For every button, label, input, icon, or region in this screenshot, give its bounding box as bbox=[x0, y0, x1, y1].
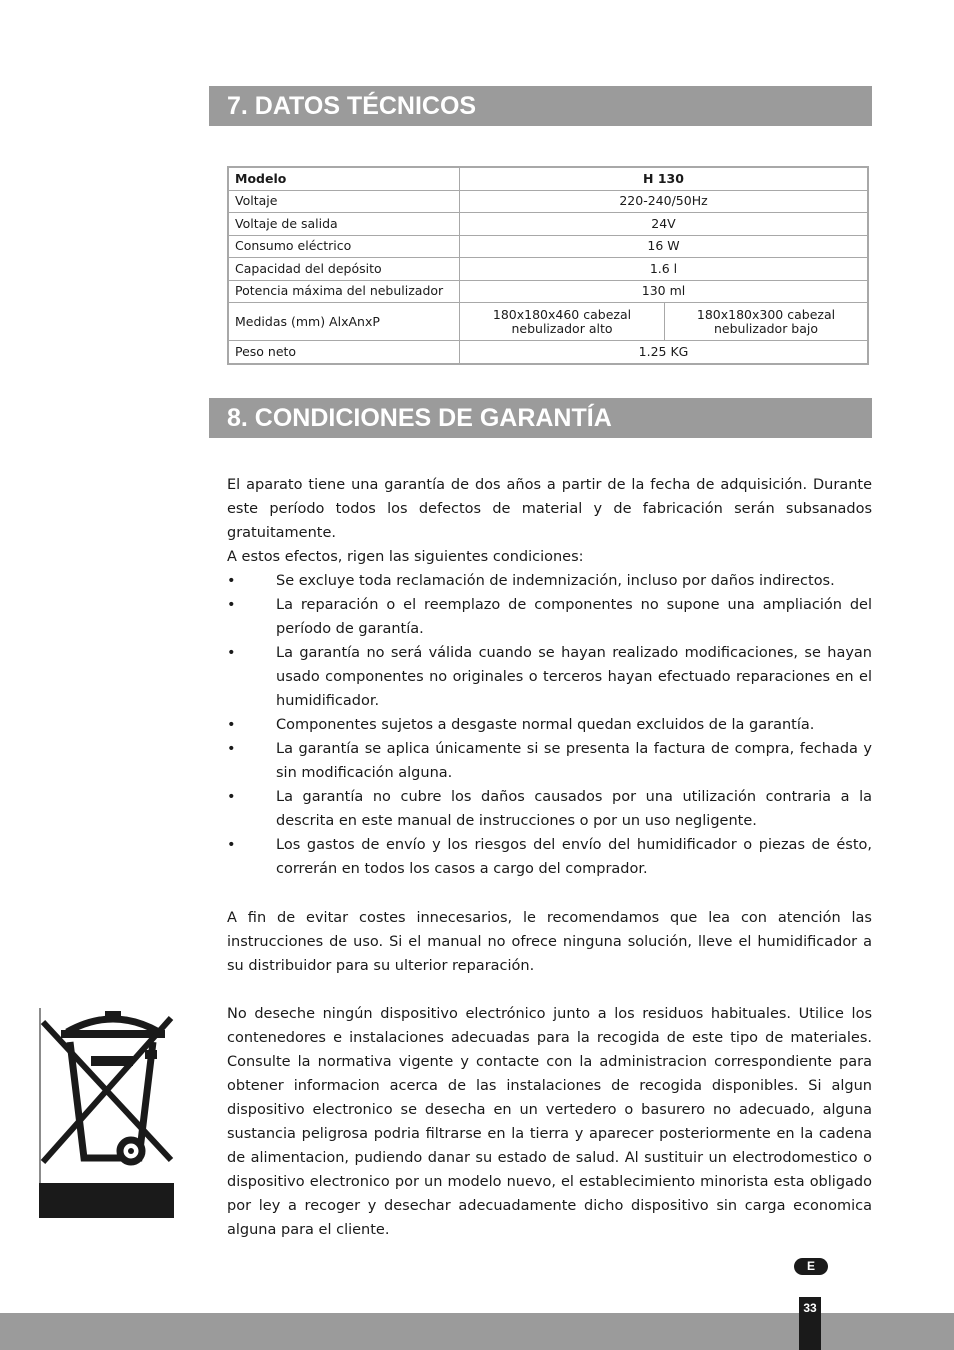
dimensions-low-line2: nebulizador bajo bbox=[713, 320, 819, 336]
condition-text: Los gastos de envío y los riesgos del envío del humidificador o piezas de ésto, correrán en todos los casos a cargo del comprador. bbox=[276, 837, 872, 877]
spec-label: Consumo eléctrico bbox=[228, 235, 460, 258]
condition-text: La garantía se aplica únicamente si se presenta la factura de compra, fechada y sin modificación alguna. bbox=[276, 741, 872, 781]
warranty-intro bbox=[227, 473, 872, 569]
spec-label: Voltaje de salida bbox=[228, 213, 460, 236]
advice-text: A fin de evitar costes innecesarios, le recomendamos que lea con atención las instrucciones de uso. Si el manual no ofrece ninguna solución, lleve el humidificador a su distribuidor para su ulterior reparación. bbox=[227, 910, 872, 974]
warranty-conditions bbox=[227, 569, 872, 881]
dimensions-high-line1: 180x180x460 cabezal bbox=[492, 306, 632, 322]
section-7-heading: 7. DATOS TÉCNICOS bbox=[209, 86, 872, 126]
spec-value: H 130 bbox=[460, 167, 869, 190]
spec-label: Peso neto bbox=[228, 341, 460, 364]
spec-label: Capacidad del depósito bbox=[228, 258, 460, 281]
table-row bbox=[228, 280, 868, 303]
section-8-heading: 8. CONDICIONES DE GARANTÍA bbox=[209, 398, 872, 438]
table-row bbox=[228, 213, 868, 236]
disposal-text: No deseche ningún dispositivo electrónico junto a los residuos habituales. Utilice los contenedores e instalaciones adecuadas para la recogida de este tipo de materiales. Consulte la normativa vigente y contacte con la administracion correspondiente para obtener informacion acerca de las instalaciones de recogida disponibles. Si algun dispositivo electronico se desecha en un vertedero o basurero no adecuado, alguna sustancia peligrosa podria filtrarse en la tierra y aparecer posteriormente en la cadena de alimentacion, pudiendo danar su estado de salud. Al sustituir un electrodomestico o dispositivo electronico por un modelo nuevo, el establecimiento minorista esta obligado por ley a recoger y desechar adecuadamente dicho dispositivo sin carga economica alguna para el cliente. bbox=[227, 1006, 872, 1238]
list-item bbox=[227, 713, 872, 737]
spec-value: 1.6 l bbox=[460, 258, 869, 281]
bullet-icon: • bbox=[227, 645, 236, 661]
spec-label: Voltaje bbox=[228, 190, 460, 213]
warranty-intro-conditions: A estos efectos, rigen las siguientes condiciones: bbox=[227, 549, 584, 565]
dimensions-high-value bbox=[460, 303, 665, 341]
spec-value: 1.25 KG bbox=[460, 341, 869, 364]
table-row bbox=[228, 190, 868, 213]
warranty-intro-paragraph: El aparato tiene una garantía de dos años a partir de la fecha de adquisición. Durante este período todos los defectos de material y de fabricación serán subsanados gratuitamente. bbox=[227, 477, 872, 541]
table-row bbox=[228, 235, 868, 258]
table-row bbox=[228, 258, 868, 281]
condition-text: La garantía no cubre los daños causados por una utilización contraria a la descrita en este manual de instrucciones o por un uso negligente. bbox=[276, 789, 872, 829]
table-row bbox=[228, 303, 868, 341]
spec-value: 16 W bbox=[460, 235, 869, 258]
list-item bbox=[227, 593, 872, 641]
condition-text: La reparación o el reemplazo de componentes no supone una ampliación del período de garantía. bbox=[276, 597, 872, 637]
condition-text: La garantía no será válida cuando se hayan realizado modificaciones, se hayan usado componentes no originales o terceros hayan efectuado reparaciones en el humidificador. bbox=[276, 645, 872, 709]
bullet-icon: • bbox=[227, 573, 236, 589]
list-item bbox=[227, 569, 872, 593]
bullet-icon: • bbox=[227, 741, 236, 757]
spec-value: 24V bbox=[460, 213, 869, 236]
condition-text: Se excluye toda reclamación de indemnización, incluso por daños indirectos. bbox=[276, 573, 835, 589]
table-row bbox=[228, 167, 868, 190]
technical-data-table bbox=[227, 166, 869, 365]
bullet-icon: • bbox=[227, 597, 236, 613]
dimensions-high-line2: nebulizador alto bbox=[511, 320, 613, 336]
page-number: 33 bbox=[799, 1297, 821, 1350]
table-row bbox=[228, 341, 868, 364]
spec-label: Medidas (mm) AlxAnxP bbox=[228, 303, 460, 341]
weee-crossed-bin-icon bbox=[39, 1008, 174, 1218]
dimensions-low-line1: 180x180x300 cabezal bbox=[696, 306, 836, 322]
dimensions-low-value bbox=[665, 303, 869, 341]
disposal-paragraph bbox=[227, 1002, 872, 1242]
list-item bbox=[227, 785, 872, 833]
advice-paragraph bbox=[227, 906, 872, 978]
list-item bbox=[227, 833, 872, 881]
list-item bbox=[227, 737, 872, 785]
spec-value: 130 ml bbox=[460, 280, 869, 303]
bullet-icon: • bbox=[227, 717, 236, 733]
condition-text: Componentes sujetos a desgaste normal quedan excluidos de la garantía. bbox=[276, 717, 815, 733]
bullet-icon: • bbox=[227, 789, 236, 805]
bullet-icon: • bbox=[227, 837, 236, 853]
spec-value: 220-240/50Hz bbox=[460, 190, 869, 213]
spec-label: Modelo bbox=[228, 167, 460, 190]
list-item bbox=[227, 641, 872, 713]
language-badge: E bbox=[794, 1258, 828, 1275]
spec-label: Potencia máxima del nebulizador bbox=[228, 280, 460, 303]
